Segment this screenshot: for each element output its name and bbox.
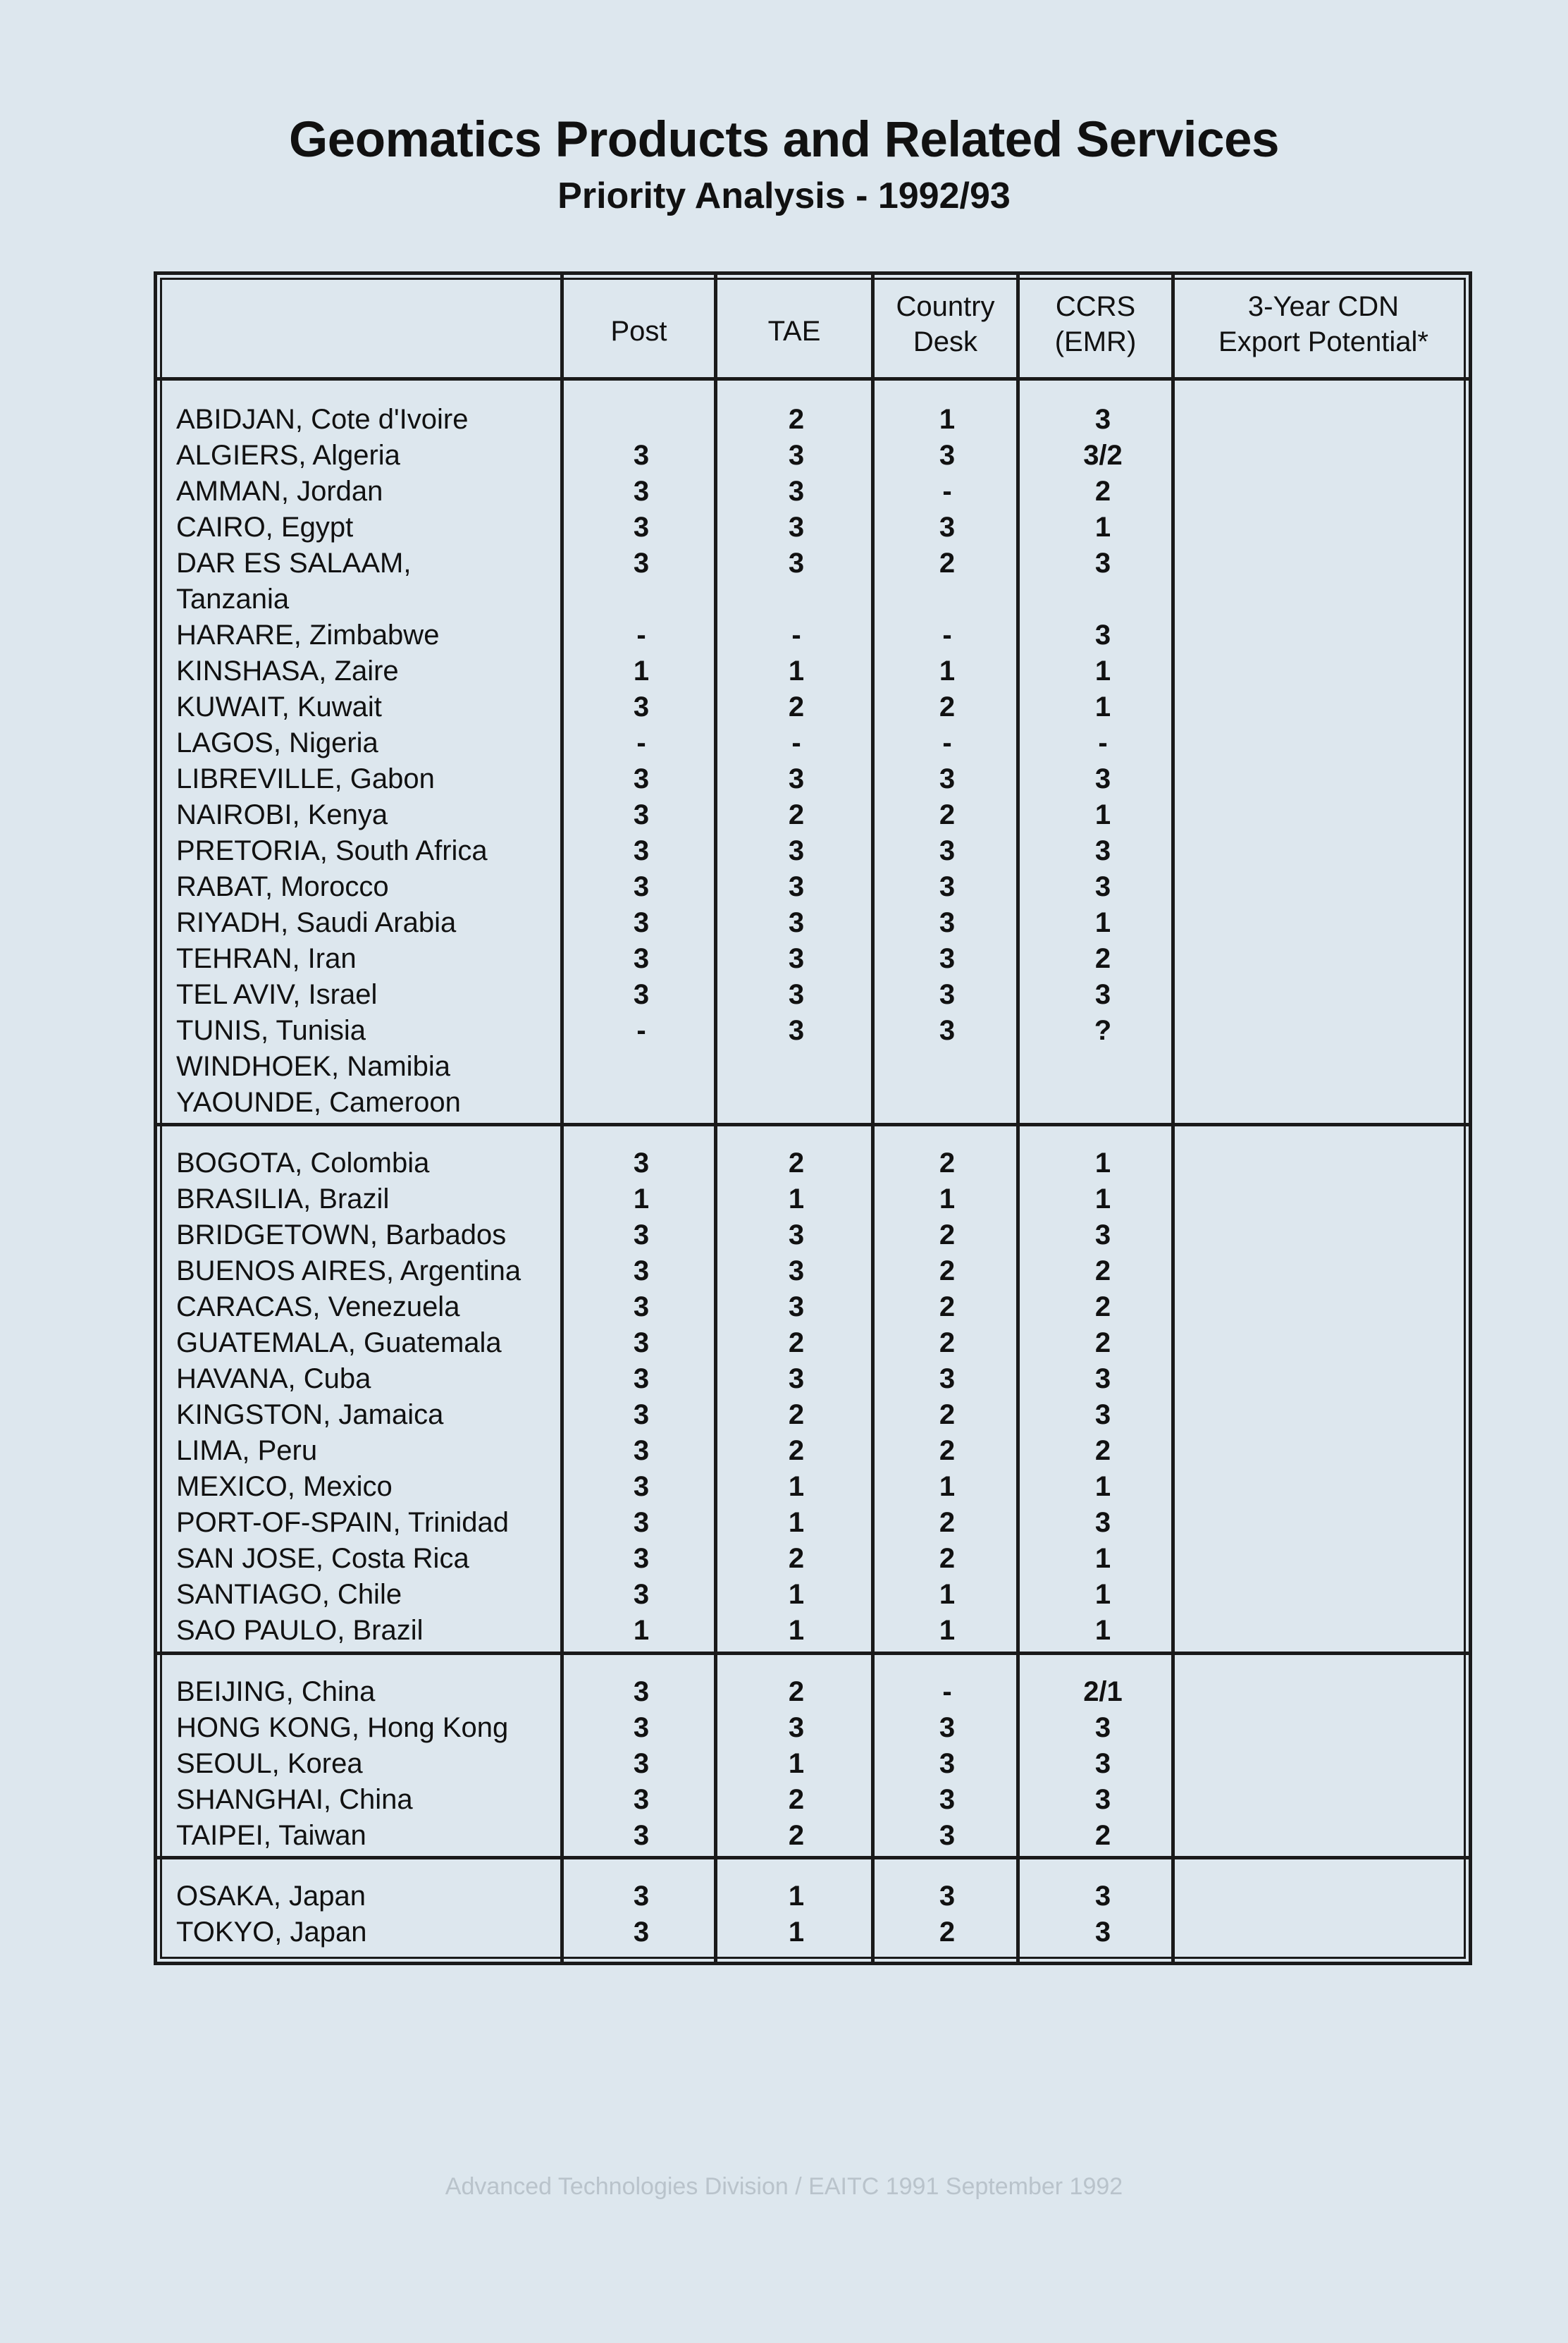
table-row (0, 402, 1568, 437)
table-row (0, 869, 1568, 904)
tae-score: 1 (788, 1881, 805, 1912)
table-row (0, 1746, 1568, 1781)
column-header-ccrs-line2: (EMR) (1054, 326, 1137, 357)
ccrs-score: 3 (1094, 1507, 1111, 1538)
table-row (0, 797, 1568, 832)
post-name: TEHRAN, Iran (176, 943, 357, 974)
post-name: TAIPEI, Taiwan (176, 1820, 366, 1851)
ccrs-score: 3 (1094, 1363, 1111, 1394)
tae-score: 2 (788, 1435, 805, 1466)
post-name: HARARE, Zimbabwe (176, 620, 440, 651)
post-name: BOGOTA, Colombia (176, 1148, 430, 1179)
page-title: Geomatics Products and Related Services (288, 112, 1279, 168)
post-name: SAN JOSE, Costa Rica (176, 1543, 469, 1574)
column-header-export-line1: 3-Year CDN (1247, 291, 1400, 322)
country-desk-score: 2 (939, 1219, 956, 1250)
post-score: 3 (633, 1219, 650, 1250)
tae-score: 2 (788, 1676, 805, 1707)
ccrs-score: 3 (1094, 1712, 1111, 1743)
page-footer: Advanced Technologies Division / EAITC 1991 September 1992 (445, 2173, 1123, 2200)
table-row (0, 1397, 1568, 1432)
table-row (0, 1145, 1568, 1181)
post-score: 3 (633, 943, 650, 974)
tae-score: 3 (788, 1291, 805, 1322)
country-desk-score: - (942, 727, 952, 758)
country-desk-score: 1 (939, 1183, 956, 1214)
table-row (0, 1469, 1568, 1504)
table-row (0, 1085, 1568, 1120)
table-row (0, 977, 1568, 1012)
table-row (0, 1782, 1568, 1817)
country-desk-score: 2 (939, 548, 956, 579)
post-name: YAOUNDE, Cameroon (176, 1087, 461, 1118)
country-desk-score: 2 (939, 1435, 956, 1466)
post-score: 3 (633, 763, 650, 794)
country-desk-score: 3 (939, 1784, 956, 1815)
country-desk-score: 2 (939, 1255, 956, 1286)
country-desk-score: 1 (939, 404, 956, 435)
post-score: 3 (633, 979, 650, 1010)
ccrs-score: 3 (1094, 1917, 1111, 1948)
post-name: CAIRO, Egypt (176, 512, 354, 543)
post-name: KINGSTON, Jamaica (176, 1399, 444, 1430)
post-name: ABIDJAN, Cote d'Ivoire (176, 404, 469, 435)
country-desk-score: 2 (939, 1507, 956, 1538)
post-name: OSAKA, Japan (176, 1881, 366, 1912)
post-name: WINDHOEK, Namibia (176, 1051, 450, 1082)
ccrs-score: 3 (1094, 763, 1111, 794)
post-name: LAGOS, Nigeria (176, 727, 378, 758)
tae-score: 2 (788, 1148, 805, 1179)
group-rule (154, 1123, 1472, 1126)
post-name: NAIROBI, Kenya (176, 799, 388, 830)
country-desk-score: 3 (939, 871, 956, 902)
ccrs-score: 3 (1094, 1881, 1111, 1912)
tae-score: 1 (788, 1615, 805, 1646)
tae-score: 2 (788, 1543, 805, 1574)
country-desk-score: - (942, 620, 952, 651)
post-score: 1 (633, 1183, 650, 1214)
post-score: 3 (633, 1399, 650, 1430)
ccrs-score: 2 (1094, 943, 1111, 974)
post-score: 1 (633, 1615, 650, 1646)
country-desk-score: 3 (939, 440, 956, 471)
ccrs-score: 1 (1094, 1148, 1111, 1179)
table-row (0, 941, 1568, 976)
table-row (0, 761, 1568, 797)
post-score: 3 (633, 1327, 650, 1358)
tae-score: 3 (788, 548, 805, 579)
post-name: KINSHASA, Zaire (176, 656, 399, 687)
tae-score: 1 (788, 1748, 805, 1779)
post-name: SANTIAGO, Chile (176, 1579, 402, 1610)
country-desk-score: 3 (939, 1363, 956, 1394)
ccrs-score: 1 (1094, 512, 1111, 543)
post-score: 3 (633, 548, 650, 579)
column-header-post: Post (610, 316, 667, 347)
table-row (0, 1289, 1568, 1324)
tae-score: - (791, 620, 801, 651)
country-desk-score: 2 (939, 1327, 956, 1358)
post-name: RIYADH, Saudi Arabia (176, 907, 457, 938)
ccrs-score: 3 (1094, 1219, 1111, 1250)
post-score: 3 (633, 835, 650, 866)
table-row (0, 1433, 1568, 1468)
column-header-ccrs-line1: CCRS (1055, 291, 1136, 322)
table-row (0, 1577, 1568, 1612)
post-name: BEIJING, China (176, 1676, 376, 1707)
ccrs-score: 3 (1094, 548, 1111, 579)
column-header-country-desk-line1: Country (896, 291, 995, 322)
post-name: KUWAIT, Kuwait (176, 691, 382, 722)
post-name: LIBREVILLE, Gabon (176, 763, 435, 794)
country-desk-score: 2 (939, 1291, 956, 1322)
post-score: 3 (633, 1820, 650, 1851)
table-row (0, 1818, 1568, 1853)
tae-score: 3 (788, 979, 805, 1010)
tae-score: 3 (788, 835, 805, 866)
country-desk-score: 1 (939, 1471, 956, 1502)
table-row (0, 474, 1568, 509)
tae-score: 2 (788, 691, 805, 722)
table-row (0, 1505, 1568, 1540)
post-score: 3 (633, 907, 650, 938)
tae-score: 1 (788, 656, 805, 687)
column-header-tae: TAE (767, 316, 821, 347)
column-header-country-desk-line2: Desk (913, 326, 978, 357)
table-row (0, 1325, 1568, 1360)
country-desk-score: 1 (939, 656, 956, 687)
post-name: BRIDGETOWN, Barbados (176, 1219, 507, 1250)
ccrs-score: 3 (1094, 979, 1111, 1010)
table-row (0, 653, 1568, 689)
post-name: SEOUL, Korea (176, 1748, 363, 1779)
group-rule (154, 1652, 1472, 1655)
post-score: - (636, 1015, 646, 1046)
tae-score: 3 (788, 476, 805, 507)
ccrs-score: 2 (1094, 476, 1111, 507)
tae-score: 1 (788, 1579, 805, 1610)
table-row (0, 905, 1568, 940)
table-row (0, 1049, 1568, 1084)
tae-score: 2 (788, 1399, 805, 1430)
post-score: 3 (633, 1435, 650, 1466)
tae-score: 3 (788, 871, 805, 902)
ccrs-score: 3 (1094, 620, 1111, 651)
ccrs-score: 1 (1094, 691, 1111, 722)
country-desk-score: 2 (939, 1148, 956, 1179)
country-desk-score: 3 (939, 1881, 956, 1912)
ccrs-score: ? (1094, 1015, 1112, 1046)
post-name: MEXICO, Mexico (176, 1471, 393, 1502)
country-desk-score: 3 (939, 763, 956, 794)
country-desk-score: 3 (939, 1820, 956, 1851)
country-desk-score: 2 (939, 1917, 956, 1948)
post-score: 3 (633, 871, 650, 902)
post-name: HAVANA, Cuba (176, 1363, 371, 1394)
table-row (0, 1613, 1568, 1648)
post-score: 3 (633, 1881, 650, 1912)
tae-score: 3 (788, 1219, 805, 1250)
post-name: TUNIS, Tunisia (176, 1015, 366, 1046)
post-name: ALGIERS, Algeria (176, 440, 400, 471)
tae-score: 2 (788, 404, 805, 435)
ccrs-score: 2/1 (1083, 1676, 1123, 1707)
table-row (0, 438, 1568, 473)
post-score: 3 (633, 440, 650, 471)
post-score: 3 (633, 512, 650, 543)
ccrs-score: 1 (1094, 1543, 1111, 1574)
ccrs-score: 1 (1094, 1183, 1111, 1214)
table-row (0, 689, 1568, 725)
post-score: 3 (633, 1579, 650, 1610)
table-row (0, 1253, 1568, 1289)
column-header-ccrs (1020, 289, 1171, 359)
ccrs-score: 1 (1094, 656, 1111, 687)
post-score: 3 (633, 1748, 650, 1779)
ccrs-score: 2 (1094, 1435, 1111, 1466)
tae-score: 3 (788, 512, 805, 543)
post-score: 3 (633, 1676, 650, 1707)
post-score: 3 (633, 691, 650, 722)
post-score: 3 (633, 1363, 650, 1394)
post-name: BUENOS AIRES, Argentina (176, 1255, 521, 1286)
table-row (0, 1361, 1568, 1396)
post-score: 3 (633, 1784, 650, 1815)
post-name: DAR ES SALAAM, (176, 548, 412, 579)
table-row (0, 510, 1568, 545)
ccrs-score: 3 (1094, 1399, 1111, 1430)
post-name: SAO PAULO, Brazil (176, 1615, 424, 1646)
table-row (0, 1013, 1568, 1048)
post-name: HONG KONG, Hong Kong (176, 1712, 509, 1743)
ccrs-score: 1 (1094, 799, 1111, 830)
post-score: 1 (633, 656, 650, 687)
table-row (0, 1674, 1568, 1709)
country-desk-score: 3 (939, 1712, 956, 1743)
tae-score: 2 (788, 1820, 805, 1851)
country-desk-score: 1 (939, 1579, 956, 1610)
tae-score: 2 (788, 1327, 805, 1358)
tae-score: 1 (788, 1917, 805, 1948)
table-row (0, 1217, 1568, 1253)
country-desk-score: 2 (939, 1543, 956, 1574)
page-subtitle: Priority Analysis - 1992/93 (557, 176, 1011, 216)
tae-score: 1 (788, 1471, 805, 1502)
tae-score: 1 (788, 1507, 805, 1538)
table-row (0, 1914, 1568, 1950)
ccrs-score: 2 (1094, 1291, 1111, 1322)
tae-score: 3 (788, 763, 805, 794)
ccrs-score: 3 (1094, 404, 1111, 435)
table-row (0, 617, 1568, 653)
post-score: - (636, 620, 646, 651)
tae-score: 3 (788, 943, 805, 974)
post-name: CARACAS, Venezuela (176, 1291, 460, 1322)
post-name: SHANGHAI, China (176, 1784, 413, 1815)
header-rule (154, 377, 1472, 381)
ccrs-score: 3/2 (1083, 440, 1123, 471)
group-rule (154, 1856, 1472, 1859)
table-row (0, 1541, 1568, 1576)
country-desk-score: 2 (939, 1399, 956, 1430)
tae-score: 2 (788, 1784, 805, 1815)
tae-score: - (791, 727, 801, 758)
country-desk-score: 3 (939, 835, 956, 866)
country-desk-score: 3 (939, 907, 956, 938)
ccrs-score: 3 (1094, 1748, 1111, 1779)
country-desk-score: 1 (939, 1615, 956, 1646)
post-score: - (636, 727, 646, 758)
table-row (0, 582, 1568, 617)
post-score: 3 (633, 1148, 650, 1179)
post-name: Tanzania (176, 584, 290, 615)
table-row (0, 1710, 1568, 1745)
ccrs-score: 1 (1094, 1579, 1111, 1610)
tae-score: 3 (788, 1255, 805, 1286)
ccrs-score: 2 (1094, 1327, 1111, 1358)
tae-score: 3 (788, 907, 805, 938)
table-row (0, 725, 1568, 761)
ccrs-score: - (1098, 727, 1108, 758)
ccrs-score: 3 (1094, 1784, 1111, 1815)
post-score: 3 (633, 1255, 650, 1286)
tae-score: 3 (788, 1712, 805, 1743)
post-name: LIMA, Peru (176, 1435, 318, 1466)
post-name: PRETORIA, South Africa (176, 835, 488, 866)
country-desk-score: 2 (939, 691, 956, 722)
country-desk-score: 3 (939, 943, 956, 974)
table-row (0, 833, 1568, 868)
country-desk-score: 3 (939, 1748, 956, 1779)
post-name: RABAT, Morocco (176, 871, 389, 902)
tae-score: 3 (788, 440, 805, 471)
post-name: TEL AVIV, Israel (176, 979, 378, 1010)
post-name: GUATEMALA, Guatemala (176, 1327, 502, 1358)
column-header-country-desk (875, 289, 1016, 359)
post-score: 3 (633, 1543, 650, 1574)
country-desk-score: - (942, 1676, 952, 1707)
country-desk-score: - (942, 476, 952, 507)
post-score: 3 (633, 1471, 650, 1502)
country-desk-score: 3 (939, 512, 956, 543)
country-desk-score: 3 (939, 979, 956, 1010)
country-desk-score: 3 (939, 1015, 956, 1046)
tae-score: 2 (788, 799, 805, 830)
ccrs-score: 3 (1094, 871, 1111, 902)
ccrs-score: 2 (1094, 1820, 1111, 1851)
ccrs-score: 3 (1094, 835, 1111, 866)
post-score: 3 (633, 476, 650, 507)
ccrs-score: 1 (1094, 1471, 1111, 1502)
tae-score: 3 (788, 1363, 805, 1394)
post-name: AMMAN, Jordan (176, 476, 383, 507)
column-header-export-line2: Export Potential* (1218, 326, 1428, 357)
table-row (0, 1181, 1568, 1217)
post-score: 3 (633, 1507, 650, 1538)
country-desk-score: 2 (939, 799, 956, 830)
column-header-export-potential (1175, 289, 1472, 359)
post-score: 3 (633, 1712, 650, 1743)
post-name: PORT-OF-SPAIN, Trinidad (176, 1507, 509, 1538)
ccrs-score: 1 (1094, 907, 1111, 938)
table-row (0, 1878, 1568, 1914)
post-score: 3 (633, 1917, 650, 1948)
tae-score: 3 (788, 1015, 805, 1046)
post-score: 3 (633, 799, 650, 830)
post-score: 3 (633, 1291, 650, 1322)
table-row (0, 546, 1568, 581)
ccrs-score: 1 (1094, 1615, 1111, 1646)
post-name: BRASILIA, Brazil (176, 1183, 390, 1214)
ccrs-score: 2 (1094, 1255, 1111, 1286)
post-name: TOKYO, Japan (176, 1917, 367, 1948)
tae-score: 1 (788, 1183, 805, 1214)
